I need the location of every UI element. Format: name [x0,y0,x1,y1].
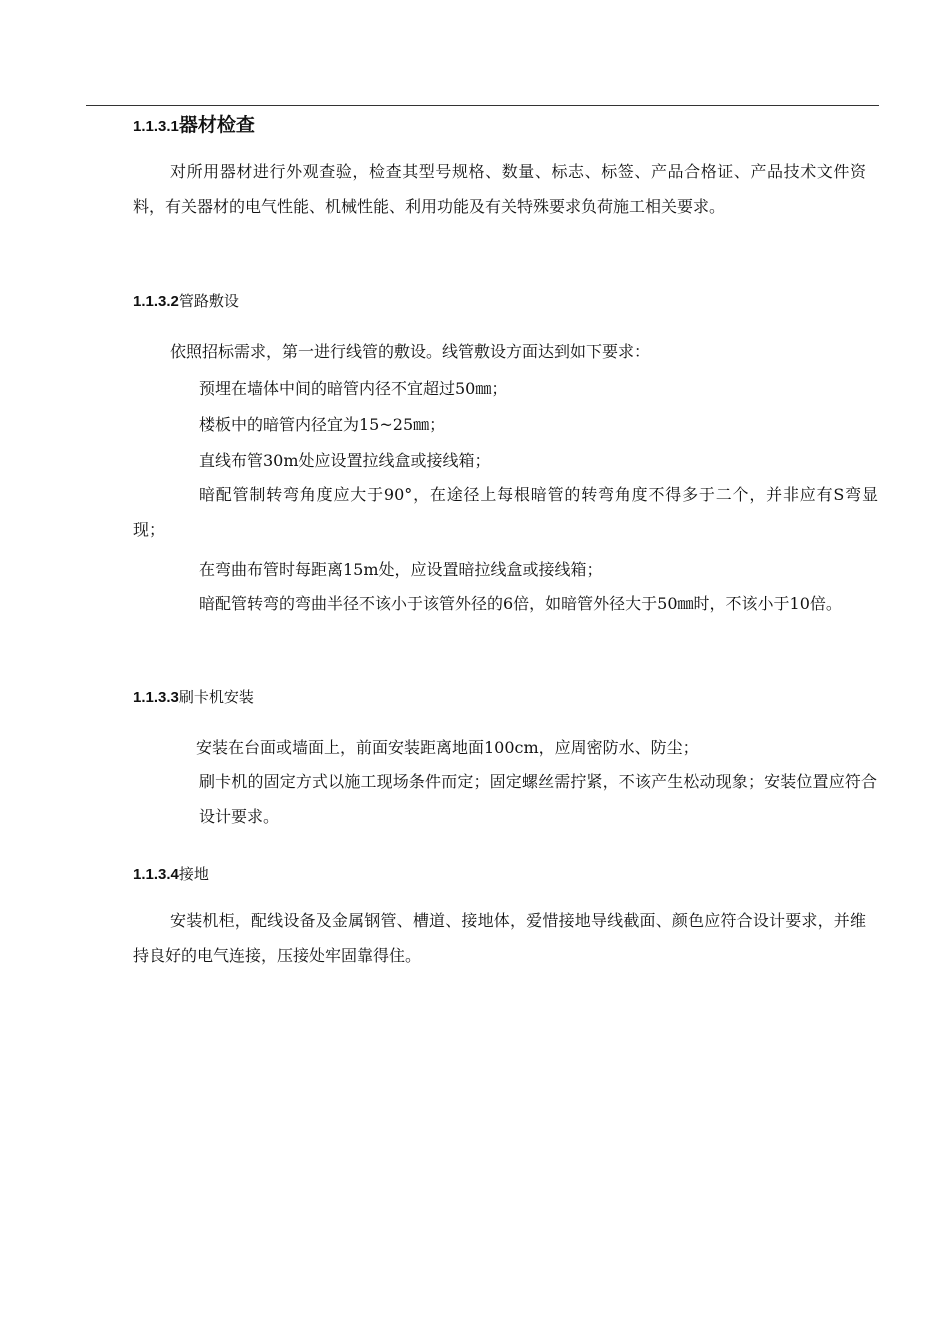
header-rule [86,105,879,106]
section-heading-3 [133,686,254,707]
section-number: 1.1.3.4 [133,866,179,883]
list-item: 楼板中的暗管内径宜为15~25㎜； [199,415,446,434]
section-title: 接地 [178,865,209,883]
list-item: 刷卡机的固定方式以施工现场条件而定；固定螺丝需拧紧，不该产生松动现象；安装位置应符合设计要求。 [199,772,877,826]
section-number: 1.1.3.1 [133,118,179,135]
list-item: 安装在台面或墙面上，前面安装距离地面100cm，应周密防水、防尘； [196,738,699,757]
list-item: 在弯曲布管时每距离15m处，应设置暗拉线盒或接线箱； [199,560,603,579]
list-item: 暗配管制转弯角度应大于90°，在途径上每根暗管的转弯角度不得多于二个，并非应有S弯显现； [133,485,878,539]
list-item: 预埋在墙体中间的暗管内径不宜超过50㎜； [199,379,508,398]
list-item: 直线布管30m处应设置拉线盒或接线箱； [199,451,491,470]
section-title: 刷卡机安装 [178,688,254,706]
section-intro: 依照招标需求，第一进行线管的敷设。线管敷设方面达到如下要求： [170,342,651,361]
section-heading-4 [133,863,209,884]
section-heading-2 [133,290,239,311]
section-paragraph: 安装机柜，配线设备及金属钢管、槽道、接地体，爱惜接地导线截面、颜色应符合设计要求，并维持良好的电气连接，压接处牢固靠得住。 [133,911,866,965]
section-title: 管路敷设 [178,292,239,310]
section-number: 1.1.3.3 [133,689,179,706]
section-title: 器材检查 [178,114,255,136]
section-number: 1.1.3.2 [133,293,179,310]
section-heading-1 [133,110,255,137]
section-paragraph: 对所用器材进行外观查验，检查其型号规格、数量、标志、标签、产品合格证、产品技术文件资料，有关器材的电气性能、机械性能、利用功能及有关特殊要求负荷施工相关要求。 [133,162,866,216]
list-item: 暗配管转弯的弯曲半径不该小于该管外径的6倍，如暗管外径大于50㎜时，不该小于10倍。 [199,594,842,613]
